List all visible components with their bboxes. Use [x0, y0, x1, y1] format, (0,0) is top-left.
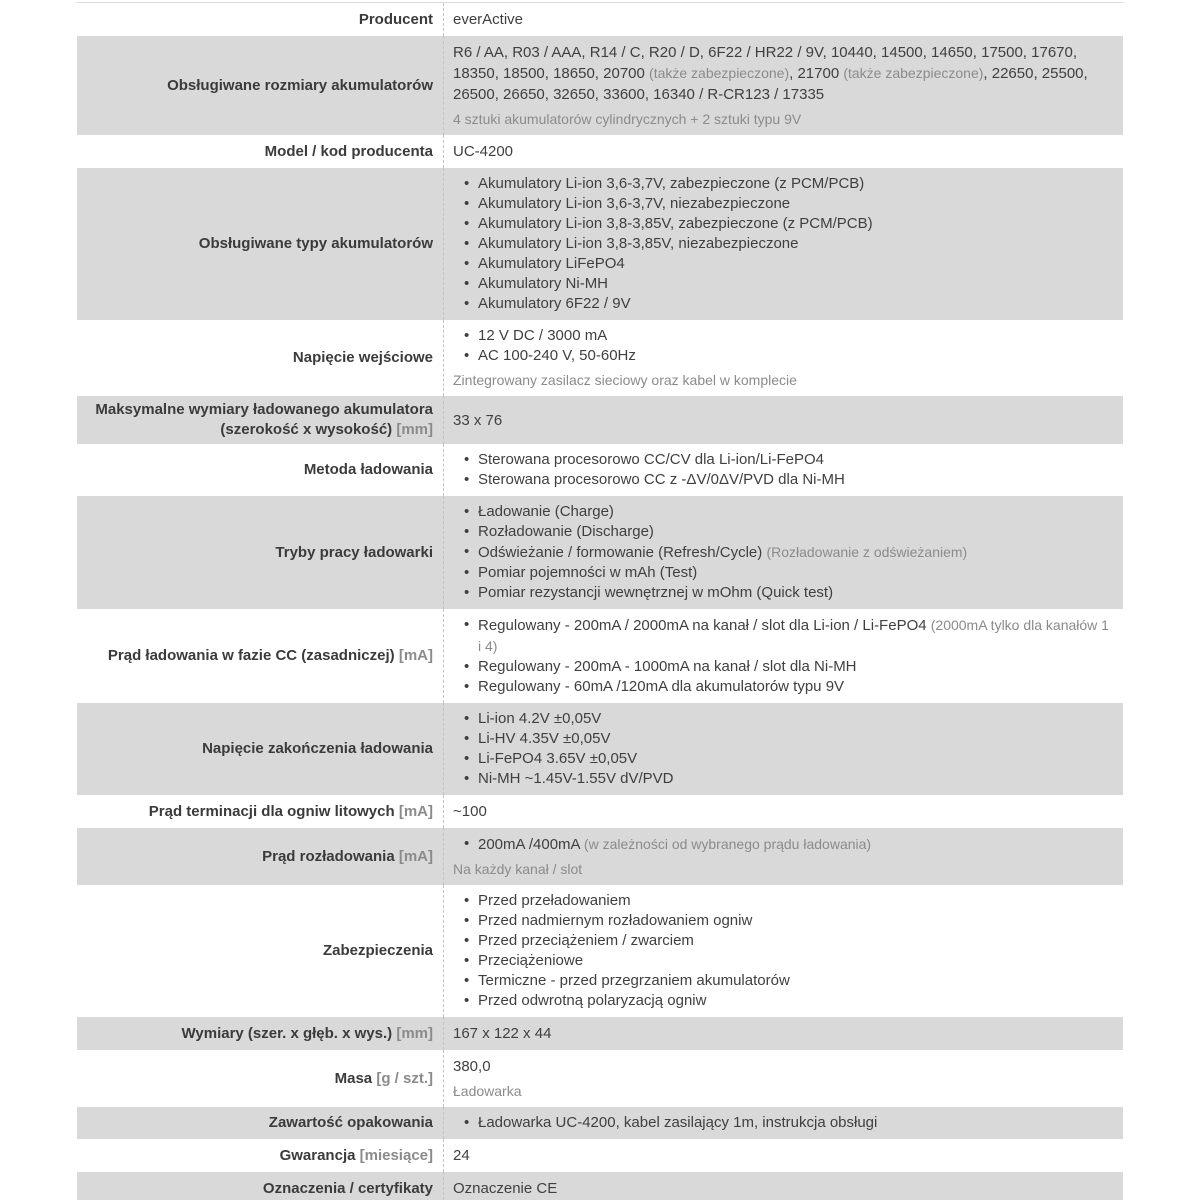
bullet-item [453, 326, 1111, 346]
value-text-segment: ~100 [453, 803, 487, 820]
bullet-item [453, 769, 1111, 789]
bullet-item [453, 194, 1111, 214]
row-value [443, 3, 1123, 36]
row-label [77, 320, 443, 396]
bullet-item [453, 254, 1111, 274]
row-label-text [202, 739, 433, 759]
bullet-item-text: Akumulatory 6F22 / 9V [478, 295, 631, 312]
row-label-segment: Maksymalne wymiary ładowanego akumulatora (szerokość x wysokość) [95, 401, 433, 438]
row-label-text [323, 941, 433, 961]
row-label-segment: Gwarancja [279, 1146, 360, 1164]
bullet-item-text: Akumulatory Li-ion 3,6-3,7V, niezabezpieczone [478, 195, 791, 212]
row-label [77, 496, 443, 609]
row-label-segment: Tryby pracy ładowarki [275, 543, 433, 561]
bullet-item [453, 470, 1111, 490]
value-text [453, 801, 1111, 822]
bullet-item-text: Ładowarka UC-4200, kabel zasilający 1m, instrukcja obsługi [478, 1114, 878, 1131]
value-text-segment: Ładowarka [453, 1083, 522, 1099]
table-row [77, 885, 1123, 1017]
row-label-text [265, 142, 433, 162]
bullet-item-text: Przed przeładowaniem [478, 892, 631, 909]
bullet-item-text: AC 100-240 V, 50-60Hz [478, 347, 636, 364]
bullet-item-text: Regulowany - 200mA - 1000mA na kanał / slot dla Ni-MH [478, 658, 857, 675]
bullet-item-text: Akumulatory Ni-MH [478, 275, 609, 292]
bullet-item [453, 274, 1111, 294]
row-label [77, 1139, 443, 1172]
value-text-note: (także zabezpieczone) [649, 65, 790, 81]
table-row [77, 1050, 1123, 1107]
bullet-list [453, 891, 1111, 1011]
table-row [77, 828, 1123, 885]
table-row [77, 320, 1123, 396]
table-row [77, 1017, 1123, 1050]
bullet-item [453, 234, 1111, 254]
bullet-item [453, 657, 1111, 677]
value-note [453, 109, 1111, 129]
row-value [443, 496, 1123, 609]
row-label [77, 795, 443, 828]
row-label-text [275, 543, 433, 563]
bullet-item [453, 749, 1111, 769]
row-value [443, 703, 1123, 795]
row-label-segment: Metoda ładowania [303, 461, 433, 478]
table-row [77, 135, 1123, 168]
row-label-text [182, 1024, 434, 1044]
table-row [77, 496, 1123, 609]
bullet-item [453, 214, 1111, 234]
bullet-list [453, 502, 1111, 603]
bullet-item [453, 834, 1111, 855]
bullet-item-text: Ni-MH ~1.45V-1.55V dV/PVD [478, 770, 674, 787]
bullet-item [453, 522, 1111, 542]
row-label-text [108, 646, 433, 666]
value-note [453, 370, 1111, 390]
bullet-item [453, 911, 1111, 931]
bullet-item-text: Przed nadmiernym rozładowaniem ogniw [478, 912, 753, 929]
value-text [453, 9, 1111, 30]
bullet-item [453, 709, 1111, 729]
bullet-item-text: Pomiar rezystancji wewnętrznej w mOhm (Quick test) [478, 584, 834, 601]
row-label-segment: Napięcie zakończenia ładowania [202, 740, 433, 757]
bullet-item-text: Regulowany - 200mA / 2000mA na kanał / slot dla Li-ion / Li-FePO4 [478, 617, 931, 634]
bullet-list [453, 709, 1111, 789]
bullet-item [453, 542, 1111, 563]
row-label-text [77, 400, 433, 440]
bullet-item-text: Akumulatory Li-ion 3,8-3,85V, zabezpieczone (z PCM/PCB) [478, 215, 873, 232]
bullet-list [453, 1113, 1111, 1133]
row-label [77, 3, 443, 36]
value-note [453, 859, 1111, 879]
table-row [77, 1172, 1123, 1200]
value-text-segment: Na każdy kanał / slot [453, 861, 583, 877]
bullet-item-text: Rozładowanie (Discharge) [478, 523, 654, 540]
row-label-text [263, 1179, 433, 1199]
value-text [453, 410, 1111, 431]
row-label-segment: Napięcie wejściowe [292, 349, 433, 366]
value-note [453, 1081, 1111, 1101]
bullet-item [453, 502, 1111, 522]
row-label-segment: Prąd terminacji dla ogniw litowych [148, 802, 399, 820]
row-label-unit: [miesiące] [359, 1146, 433, 1164]
row-value [443, 168, 1123, 320]
row-label-segment: Model / kod producenta [264, 142, 433, 160]
row-label-segment: Producent [358, 10, 433, 28]
value-text-segment: Oznaczenie CE [453, 1180, 558, 1197]
value-text-segment: 33 x 76 [453, 411, 503, 429]
value-text-note: (także zabezpieczone) [843, 65, 984, 81]
row-label-segment: Zabezpieczenia [322, 942, 433, 959]
row-label-segment: Obsługiwane typy akumulatorów [198, 235, 433, 252]
row-value [443, 36, 1123, 135]
bullet-item-text: Li-FePO4 3.65V ±0,05V [478, 750, 638, 767]
bullet-list [453, 174, 1111, 314]
bullet-item-text: Przed przeciążeniem / zwarciem [478, 932, 694, 949]
bullet-item [453, 450, 1111, 470]
value-text [453, 141, 1111, 162]
bullet-item [453, 294, 1111, 314]
bullet-item-text: Sterowana procesorowo CC z -ΔV/0ΔV/PVD dla Ni-MH [478, 471, 845, 488]
row-label-text [293, 348, 433, 368]
bullet-item [453, 931, 1111, 951]
row-value [443, 396, 1123, 444]
bullet-item-text: 12 V DC / 3000 mA [478, 327, 608, 344]
value-text-segment: , 22650, 25500, 26500, 26650, 32650, 33600, 16340 / R-CR123 / 17335 [453, 65, 1088, 103]
bullet-item-text: Odświeżanie / formowanie (Refresh/Cycle) [478, 544, 767, 561]
value-text [453, 1023, 1111, 1044]
table-row [77, 3, 1123, 36]
value-text-segment: 24 [453, 1147, 470, 1164]
row-value [443, 1107, 1123, 1139]
row-label [77, 135, 443, 168]
value-text-segment: UC-4200 [453, 143, 514, 160]
bullet-item-text: Sterowana procesorowo CC/CV dla Li-ion/Li-FePO4 [478, 451, 824, 468]
bullet-item [453, 174, 1111, 194]
bullet-item [453, 346, 1111, 366]
table-row [77, 396, 1123, 444]
row-value [443, 1050, 1123, 1107]
row-value [443, 320, 1123, 396]
table-row [77, 444, 1123, 496]
row-label [77, 396, 443, 444]
bullet-item-note: (2000mA tylko dla kanałów 1 i 4) [478, 617, 1109, 654]
bullet-list [453, 450, 1111, 490]
bullet-item-note: (Rozładowanie z odświeżaniem) [766, 544, 968, 560]
table-row [77, 795, 1123, 828]
value-text-segment: 4 sztuki akumulatorów cylindrycznych + 2 sztuki typu 9V [453, 111, 802, 127]
table-row [77, 703, 1123, 795]
bullet-item [453, 891, 1111, 911]
row-label-text [280, 1146, 433, 1166]
bullet-item [453, 729, 1111, 749]
row-label-unit: [mA] [398, 847, 433, 865]
bullet-item-text: Przed odwrotną polaryzacją ogniw [478, 992, 707, 1009]
value-text-segment: Zintegrowany zasilacz sieciowy oraz kabel w komplecie [453, 372, 797, 388]
bullet-item-text: Li-HV 4.35V ±0,05V [478, 730, 611, 747]
row-label-unit: [mm] [396, 1024, 433, 1042]
row-value [443, 1139, 1123, 1172]
bullet-item [453, 563, 1111, 583]
bullet-item [453, 615, 1111, 657]
bullet-list [453, 326, 1111, 366]
row-label-segment: Prąd rozładowania [262, 847, 399, 865]
row-label-unit: [g / szt.] [376, 1069, 433, 1087]
row-label-text [269, 1113, 433, 1133]
row-value [443, 885, 1123, 1017]
row-label-segment: Prąd ładowania w fazie CC (zasadniczej) [107, 647, 399, 664]
row-value [443, 609, 1123, 703]
table-row [77, 1139, 1123, 1172]
row-label-segment: Wymiary (szer. x głęb. x wys.) [181, 1024, 397, 1042]
row-label-text [304, 460, 433, 480]
bullet-item [453, 991, 1111, 1011]
bullet-item-text: Akumulatory LiFePO4 [478, 255, 625, 272]
row-label [77, 828, 443, 885]
row-value [443, 1017, 1123, 1050]
row-label-unit: [mA] [398, 647, 433, 664]
row-label-unit: [mm] [396, 421, 433, 438]
value-text-segment: 380,0 [453, 1058, 491, 1075]
bullet-list [453, 834, 1111, 855]
bullet-item-text: Przeciążeniowe [478, 952, 584, 969]
value-text [453, 1178, 1111, 1199]
value-text-segment: everActive [453, 11, 524, 28]
row-value [443, 795, 1123, 828]
row-label-segment: Zawartość opakowania [268, 1114, 433, 1131]
table-row [77, 1107, 1123, 1139]
row-value [443, 135, 1123, 168]
row-value [443, 828, 1123, 885]
bullet-item-text: 200mA /400mA [478, 836, 584, 853]
row-label-text [335, 1069, 433, 1089]
row-label-text [199, 234, 433, 254]
bullet-item [453, 677, 1111, 697]
row-label-text [167, 76, 433, 96]
bullet-list [453, 615, 1111, 697]
bullet-item-note: (w zależności od wybranego prądu ładowania) [583, 836, 872, 852]
row-label [77, 1172, 443, 1200]
value-text-segment: 167 x 122 x 44 [453, 1025, 552, 1042]
row-label [77, 609, 443, 703]
value-text [453, 1056, 1111, 1077]
bullet-item [453, 951, 1111, 971]
bullet-item [453, 1113, 1111, 1133]
bullet-item-text: Ładowanie (Charge) [478, 503, 614, 520]
bullet-item-text: Akumulatory Li-ion 3,8-3,85V, niezabezpieczone [478, 235, 799, 252]
value-text [453, 42, 1111, 105]
row-label-segment: Oznaczenia / certyfikaty [262, 1179, 433, 1197]
row-label [77, 885, 443, 1017]
value-text [453, 1145, 1111, 1166]
row-value [443, 444, 1123, 496]
row-label-text [262, 847, 433, 867]
spec-table [77, 2, 1123, 1200]
row-label [77, 1050, 443, 1107]
bullet-item [453, 971, 1111, 991]
bullet-item-text: Termiczne - przed przegrzaniem akumulatorów [478, 972, 790, 989]
row-label [77, 1017, 443, 1050]
bullet-item-text: Pomiar pojemności w mAh (Test) [478, 564, 698, 581]
row-label [77, 444, 443, 496]
row-label-segment: Obsługiwane rozmiary akumulatorów [167, 76, 433, 94]
row-label [77, 36, 443, 135]
bullet-item-text: Regulowany - 60mA /120mA dla akumulatorów typu 9V [478, 678, 845, 695]
row-label-text [359, 10, 433, 30]
bullet-item-text: Li-ion 4.2V ±0,05V [478, 710, 602, 727]
table-row [77, 609, 1123, 703]
row-label [77, 1107, 443, 1139]
value-text-segment: , 21700 [789, 65, 844, 82]
row-label [77, 703, 443, 795]
table-row [77, 36, 1123, 135]
bullet-item [453, 583, 1111, 603]
value-text-segment: R6 / AA, R03 / AAA, R14 / C, R20 / D, 6F22 / HR22 / 9V, 10440, 14500, 14650, 17500, 17670, 18350, 18500, 18650, 20700 [453, 44, 1078, 82]
row-label-unit: [mA] [398, 802, 433, 820]
row-label-text [149, 802, 433, 822]
bullet-item-text: Akumulatory Li-ion 3,6-3,7V, zabezpieczone (z PCM/PCB) [478, 175, 865, 192]
table-row [77, 168, 1123, 320]
row-value [443, 1172, 1123, 1200]
row-label-segment: Masa [334, 1069, 377, 1087]
row-label [77, 168, 443, 320]
